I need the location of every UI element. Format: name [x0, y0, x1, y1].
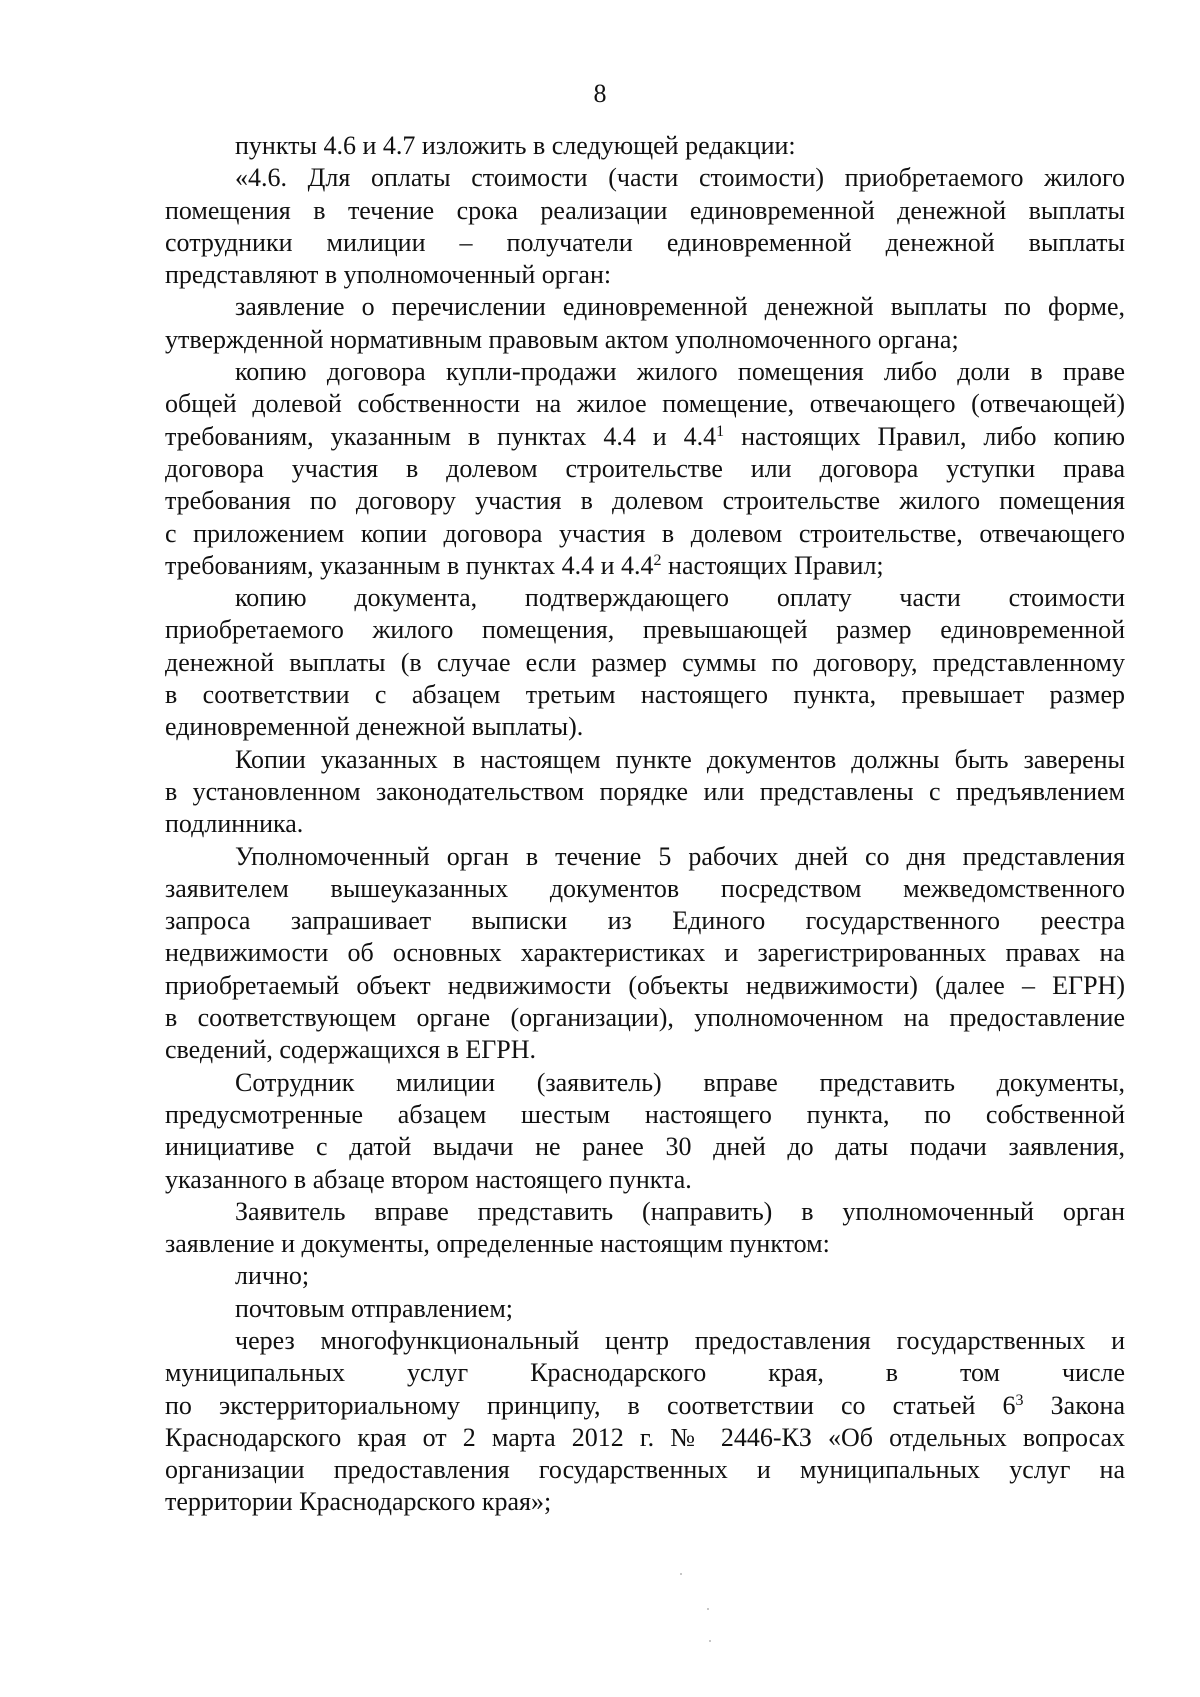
text-line [165, 227, 1125, 259]
page-number: 8 [593, 79, 607, 108]
text-line [165, 1486, 1125, 1518]
text-line-content: помещения в течение срока реализации единовременной денежной выплаты [165, 195, 1125, 225]
text-line [165, 711, 1125, 743]
text-line [165, 905, 1125, 937]
text-line [165, 1454, 1125, 1486]
text-line [165, 550, 1125, 582]
text-line-content: Сотрудник милиции (заявитель) вправе представить документы, [235, 1067, 1125, 1097]
text-line-content: сотрудники милиции – получатели единовременной денежной выплаты [165, 227, 1125, 257]
text-line [165, 1422, 1125, 1454]
scan-artifact [680, 1573, 682, 1575]
text-line-content: заявителем вышеуказанных документов посредством межведомственного [165, 873, 1125, 903]
text-line [165, 1390, 1125, 1422]
text-line [165, 873, 1125, 905]
text-line-content: требованиям, указанным в пунктах 4.4 и 4.4 [165, 550, 654, 580]
text-line [165, 388, 1125, 420]
text-line-content: заявление и документы, определенные настоящим пунктом: [165, 1229, 830, 1259]
text-line-content: Заявитель вправе представить (направить) в уполномоченный орган [235, 1196, 1125, 1226]
text-line [165, 1293, 1125, 1325]
text-line [165, 1196, 1125, 1228]
text-line [165, 1260, 1125, 1292]
text-line-content: утвержденной нормативным правовым актом уполномоченного органа; [165, 324, 959, 354]
text-line-content: Копии указанных в настоящем пункте документов должны быть заверены [235, 744, 1125, 774]
text-line [165, 485, 1125, 517]
text-line [165, 1002, 1125, 1034]
text-line [165, 195, 1125, 227]
scan-artifact [707, 1608, 709, 1610]
text-line-content: лично; [235, 1261, 310, 1291]
text-line [165, 324, 1125, 356]
text-line [165, 453, 1125, 485]
text-line [165, 1325, 1125, 1357]
text-line [165, 1357, 1125, 1389]
text-line-content: предусмотренные абзацем шестым настоящего пункта, по собственной [165, 1099, 1125, 1129]
text-line [165, 1034, 1125, 1066]
text-line-content: Краснодарского края от 2 марта 2012 г. № 2446-КЗ «Об отдельных вопросах [165, 1422, 1125, 1452]
superscript: 1 [716, 422, 725, 440]
text-line [165, 841, 1125, 873]
text-line-content: муниципальных услуг Краснодарского края, в том числе [165, 1358, 1125, 1388]
text-line-content: почтовым отправлением; [235, 1293, 514, 1323]
text-line-content: организации предоставления государственных и муниципальных услуг на [165, 1455, 1125, 1485]
text-line [165, 421, 1125, 453]
text-line [165, 970, 1125, 1002]
text-line-content: территории Краснодарского края»; [165, 1487, 552, 1517]
text-line-content: в соответствующем органе (организации), уполномоченном на предоставление [165, 1003, 1125, 1033]
superscript: 3 [1015, 1391, 1024, 1409]
text-line-content: запроса запрашивает выписки из Единого государственного реестра [165, 906, 1125, 936]
text-line [165, 518, 1125, 550]
text-line [165, 356, 1125, 388]
text-line-content: пункты 4.6 и 4.7 изложить в следующей редакции: [235, 131, 796, 160]
text-line [165, 808, 1125, 840]
text-line-content: единовременной денежной выплаты). [165, 712, 584, 742]
text-line-content: приобретаемый объект недвижимости (объекты недвижимости) (далее – ЕГРН) [165, 970, 1125, 1000]
text-line-content: подлинника. [165, 809, 304, 839]
text-line-content: Уполномоченный орган в течение 5 рабочих дней со дня представления [235, 841, 1125, 871]
text-line [165, 614, 1125, 646]
text-line-content: общей долевой собственности на жилое помещение, отвечающего (отвечающей) [165, 389, 1125, 419]
text-line [165, 1164, 1125, 1196]
text-line [165, 1099, 1125, 1131]
text-line [165, 259, 1125, 291]
text-line-content: в соответствии с абзацем третьим настоящего пункта, превышает размер [165, 680, 1125, 710]
text-line-content: заявление о перечислении единовременной денежной выплаты по форме, [235, 292, 1125, 322]
text-line [165, 1067, 1125, 1099]
text-line-content: копию договора купли-продажи жилого помещения либо доли в праве [235, 357, 1125, 387]
scan-artifact [709, 1640, 711, 1642]
text-line [165, 582, 1125, 614]
text-line-content: по экстерриториальному принципу, в соответствии со статьей 6 [165, 1390, 1016, 1420]
text-line [165, 647, 1125, 679]
superscript: 2 [653, 551, 662, 569]
text-line-content: недвижимости об основных характеристиках и зарегистрированных правах на [165, 938, 1125, 968]
text-line-continuation: настоящих Правил, либо копию [724, 421, 1126, 451]
text-line-content: «4.6. Для оплаты стоимости (части стоимости) приобретаемого жилого [235, 163, 1125, 193]
text-line-content: указанного в абзаце втором настоящего пункта. [165, 1164, 692, 1194]
text-line-content: с приложением копии договора участия в долевом строительстве, отвечающего [165, 518, 1125, 548]
text-line [165, 679, 1125, 711]
text-line [165, 744, 1125, 776]
text-line-content: приобретаемого жилого помещения, превышающей размер единовременной [165, 615, 1125, 645]
text-line [165, 776, 1125, 808]
text-line-content: инициативе с датой выдачи не ранее 30 дней до даты подачи заявления, [165, 1132, 1125, 1162]
text-line [165, 162, 1125, 194]
text-line [165, 1131, 1125, 1163]
text-line-content: в установленном законодательством порядке или представлены с предъявлением [165, 776, 1125, 806]
text-line-content: представляют в уполномоченный орган: [165, 260, 612, 290]
text-line-content: денежной выплаты (в случае если размер суммы по договору, представленному [165, 647, 1125, 677]
text-line-content: договора участия в долевом строительстве или договора уступки права [165, 453, 1125, 483]
text-line-content: копию документа, подтверждающего оплату части стоимости [235, 583, 1125, 613]
text-line-content: требованиям, указанным в пунктах 4.4 и 4.4 [165, 421, 717, 451]
text-line [165, 937, 1125, 969]
text-line-content: через многофункциональный центр предоставления государственных и [235, 1325, 1125, 1355]
text-line-continuation: Закона [1023, 1390, 1125, 1420]
text-line-continuation: настоящих Правил; [661, 550, 884, 580]
text-line [165, 1228, 1125, 1260]
text-line [165, 130, 1125, 162]
text-line-content: требования по договору участия в долевом строительстве жилого помещения [165, 486, 1125, 516]
document-body [165, 130, 1125, 1519]
text-line-content: сведений, содержащихся в ЕГРН. [165, 1035, 537, 1065]
text-line [165, 291, 1125, 323]
